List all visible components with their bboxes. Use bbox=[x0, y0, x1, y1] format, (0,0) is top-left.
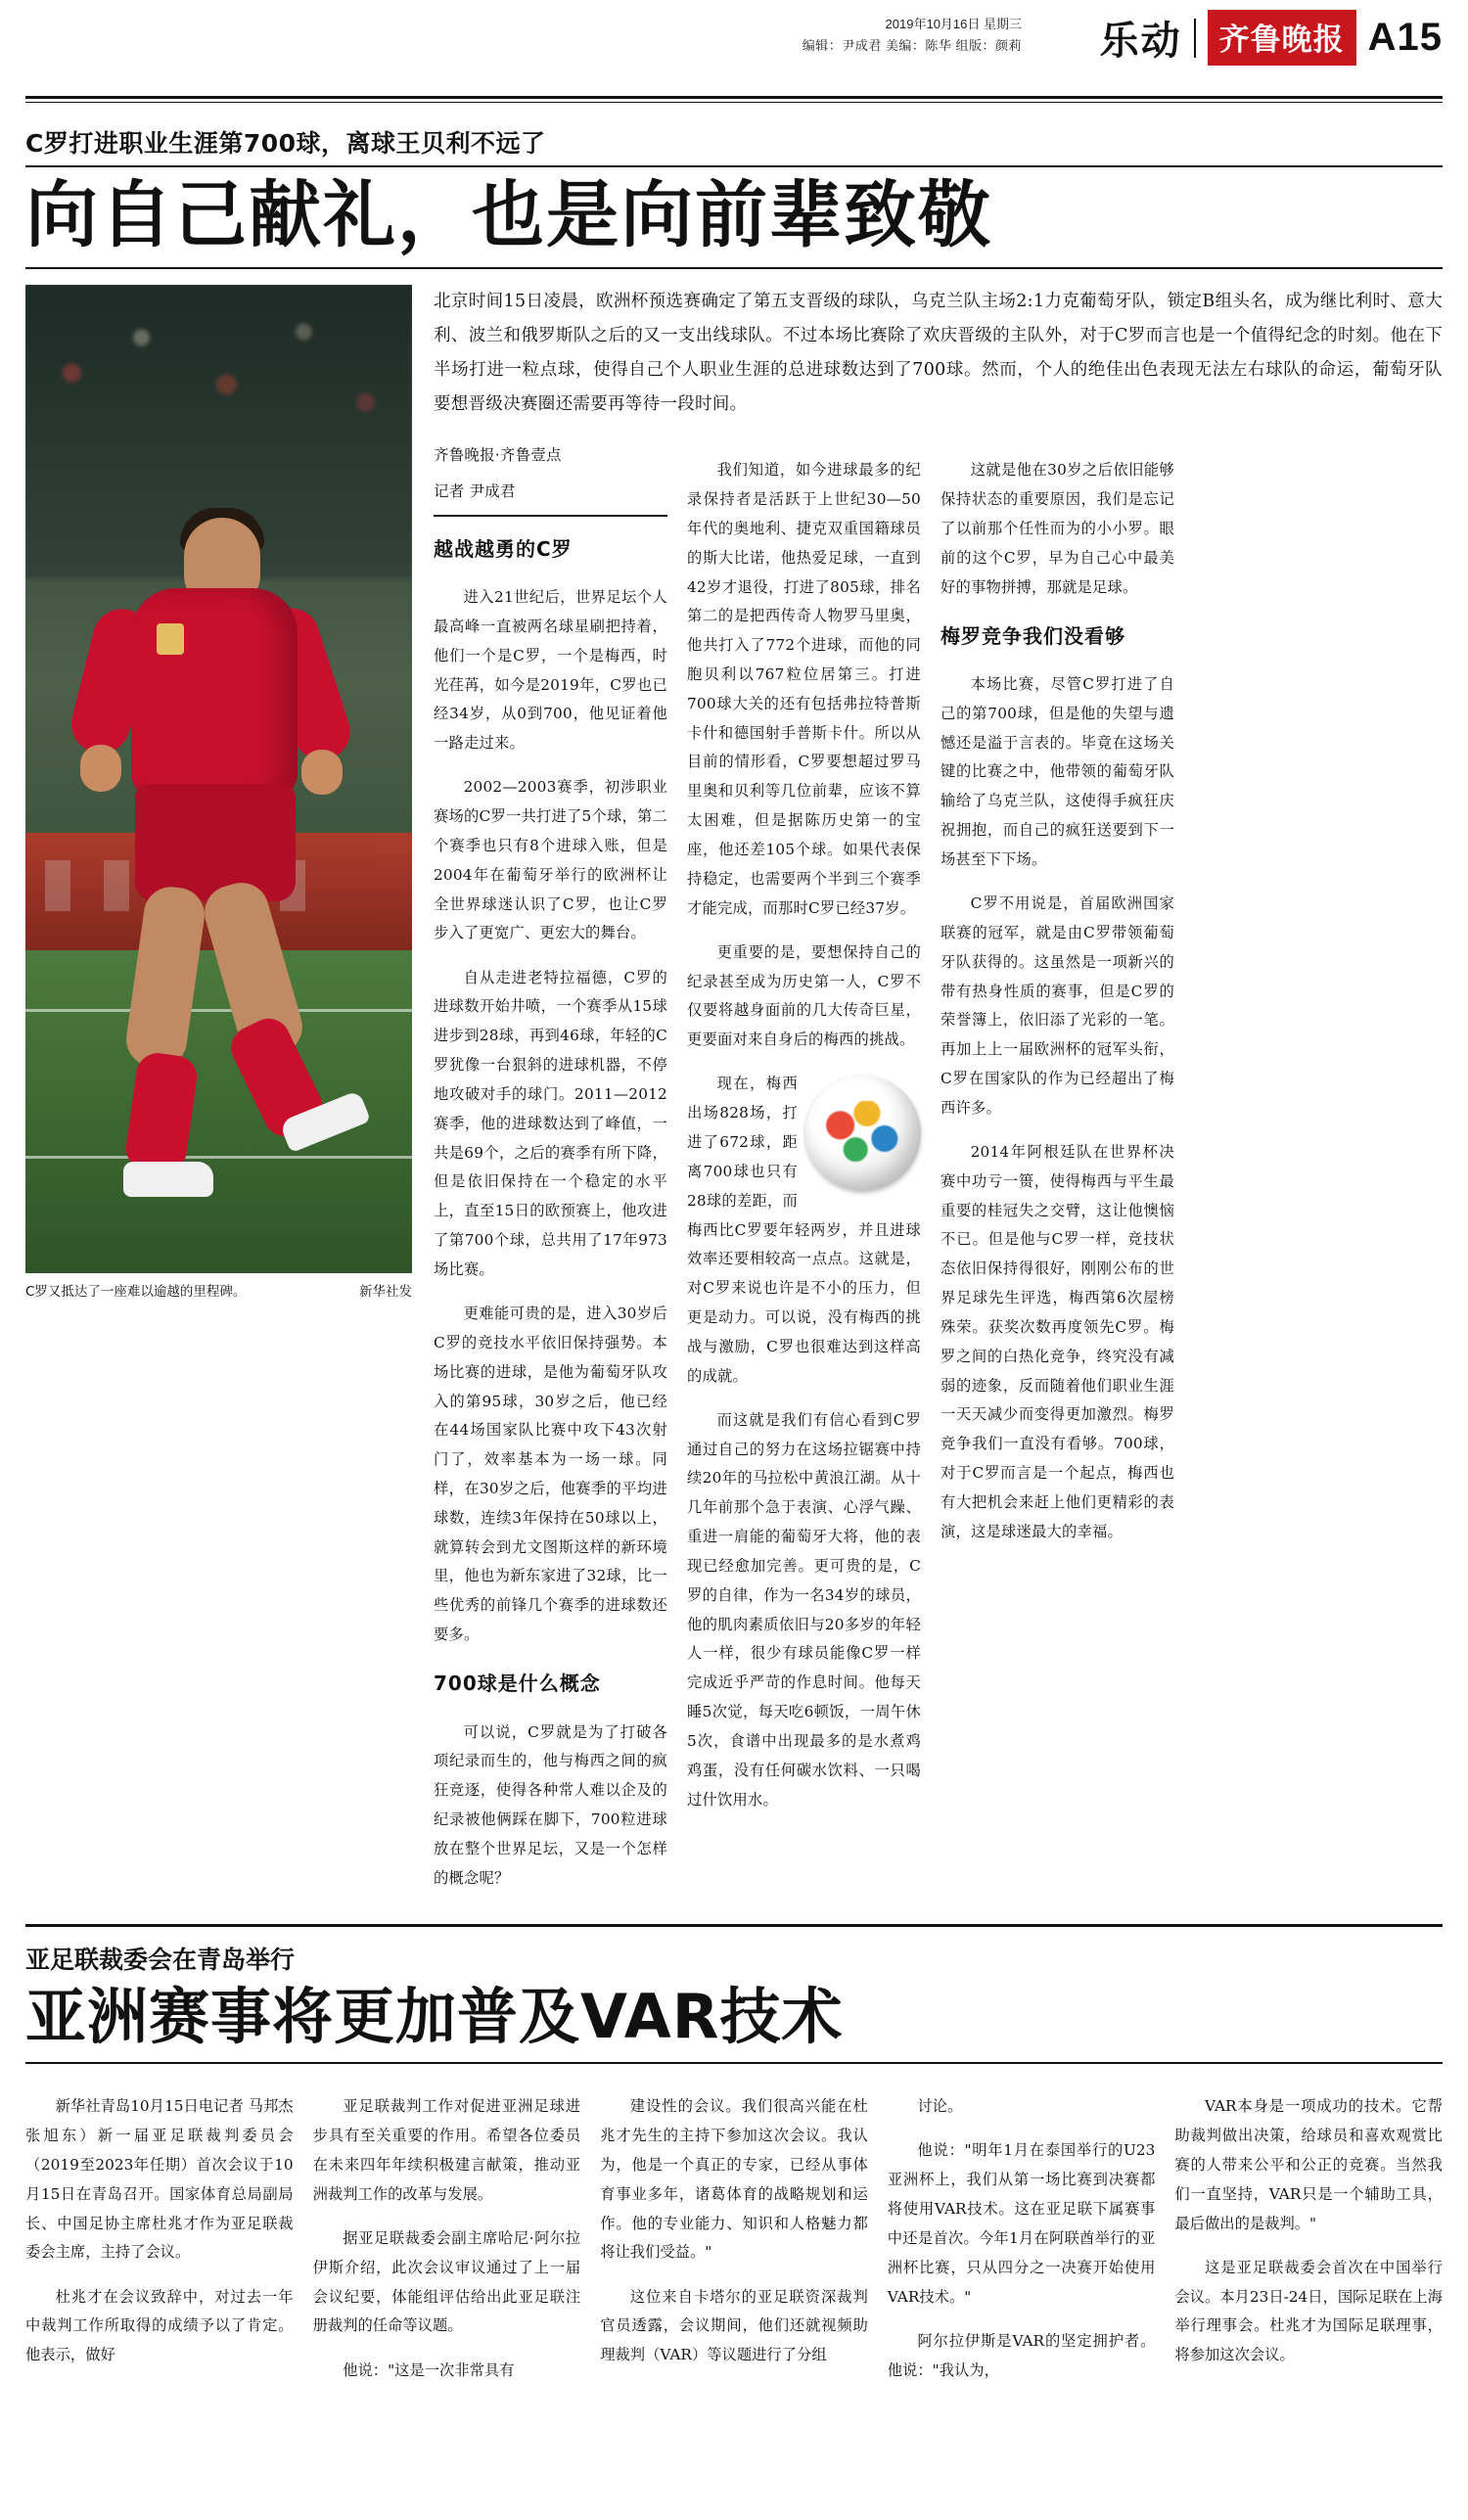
player-leg-left bbox=[122, 883, 207, 1071]
kicker-rule bbox=[25, 165, 1443, 167]
masthead-rule bbox=[25, 96, 1443, 99]
photo-caption: C罗又抵达了一座难以逾越的里程碑。 bbox=[25, 1283, 247, 1300]
player-shorts bbox=[135, 784, 296, 901]
lower-column-4 bbox=[888, 2078, 1156, 2401]
player-shirt bbox=[131, 588, 298, 799]
byline-reporter: 记者 尹成君 bbox=[434, 482, 516, 501]
main-column-2 bbox=[687, 441, 921, 1908]
photo-caption-row bbox=[25, 1280, 412, 1300]
paragraph: 我们知道，如今进球最多的纪录保持者是活跃于上世纪30—50年代的奥地利、捷克双重国籍球员的斯大比诺，他热爱足球，一直到42岁才退役，打进了805球，排名第二的是把西传奇人物罗马里奥，他共打入了772个进球，而他的同胞贝利以767粒位居第三。打进700球大关的还有包括弗拉特普斯卡什和德国射手普斯卡什。所以从目前的情形看，C罗要想超过罗马里奥和贝利等几位前辈，应该不算太困难，但是据陈历史第一的宝座，他还差105个球。如果代表保持稳定，也需要两个半到三个赛季才能完成，而那时C罗已经37岁。 bbox=[687, 461, 921, 917]
byline-paper: 齐鲁晚报·齐鲁壹点 bbox=[434, 445, 562, 464]
main-story-body bbox=[25, 285, 1443, 1908]
masthead-brand bbox=[1100, 10, 1443, 66]
masthead-meta bbox=[803, 14, 1022, 57]
paragraph: 现在，梅西出场828场，打进了672球，距离700球也只有28球的差距，而梅西比C罗要年轻两岁，并且进球效率还要相较高一点点。这就是，对C罗来说也许是不小的压力，但更是动力。可以说，没有梅西的挑战与激励，C罗也很难达到这样高的成就。 bbox=[687, 1075, 921, 1385]
lower-column-2 bbox=[313, 2078, 581, 2401]
paragraph: 进入21世纪后，世界足坛个人最高峰一直被两名球星刷把持着，他们一个是C罗，一个是梅西，时光荏苒，如今是2019年，C罗也已经34岁，从0到700，他见证着他一路走过来。 bbox=[434, 588, 667, 753]
paragraph: 更难能可贵的是，进入30岁后C罗的竞技水平依旧保持强势。本场比赛的进球，是他为葡萄牙队攻入的第95球，30岁之后，他已经在44场国家队比赛中攻下43次射门了，效率基本为一场一球。同样，在30岁之后，他赛季的平均进球数，连续3年保持在50球以上，就算转会到尤文图斯这样的新环境里，他也为新东家进了32球，比一些优秀的前锋几个赛季的进球数还要多。 bbox=[434, 1305, 667, 1644]
paragraph: 杜兆才在会议致辞中，对过去一年中裁判工作所取得的成绩予以了肯定。他表示，做好 bbox=[25, 2287, 294, 2364]
player-boot-left bbox=[123, 1162, 213, 1197]
paragraph: 亚足联裁判工作对促进亚洲足球进步具有至关重要的作用。希望各位委员在未来四年年续积极建言献策，推动亚洲裁判工作的改革与发展。 bbox=[312, 2097, 581, 2203]
main-kicker: C罗打进职业生涯第700球，离球王贝利不远了 bbox=[25, 129, 546, 158]
subhead-3: 梅罗竞争我们没看够 bbox=[940, 623, 1125, 648]
paragraph: C罗不用说是，首届欧洲国家联赛的冠军，就是由C罗带领葡萄牙队获得的。这虽然是一项新兴的带有热身性质的赛事，但是C罗的荣誉簿上，依旧添了光彩的一笔。再加上上一届欧洲杯的冠军头衔，C罗在国家队的作为已经超出了梅西许多。 bbox=[940, 894, 1174, 1117]
paragraph: 可以说，C罗就是为了打破各项纪录而生的，他与梅西之间的疯狂竞逐，使得各种常人难以企及的纪录被他俩踩在脚下，700粒进球放在整个世界足坛，又是一个怎样的概念呢？ bbox=[434, 1722, 667, 1887]
paragraph: 建设性的会议。我们很高兴能在杜兆才先生的主持下参加这次会议。我认为，他是一个真正的专家，已经从事体育事业多年，诸葛体育的战略规划和运作。他的专业能力、知识和人格魅力都将让我们受益。" bbox=[600, 2097, 868, 2262]
paragraph: 而这就是我们有信心看到C罗通过自己的努力在这场拉锯赛中持续20年的马拉松中黄浪江湖。从十几年前那个急于表演、心浮气躁、重进一肩能的葡萄牙大将，他的表现已经愈加完善。更可贵的是，C罗的自律，作为一名34岁的球员，他的肌肉素质依旧与20多岁的年轻人一样，很少有球员能像C罗一样完成近乎严苛的作息时间。他每天睡5次觉，每天吃6顿饭，一周午休5次，食谱中出现最多的是水煮鸡鸡蛋，没有任何碳水饮料、一只喝过什饮用水。 bbox=[687, 1410, 921, 1809]
main-columns bbox=[434, 441, 1443, 1908]
paragraph: 他说："这是一次非常具有 bbox=[343, 2360, 515, 2379]
byline-rule bbox=[434, 515, 667, 517]
edition-credits: 编辑：尹成君 美编：陈华 组版：颜莉 bbox=[802, 38, 1022, 54]
paragraph: 他说："明年1月在泰国举行的U23亚洲杯上，我们从第一场比赛到决赛都将使用VAR技术。这在亚足联下属赛事中还是首次。今年1月在阿联酋举行的亚洲杯比赛，只从四分之一决赛开始使用VAR技术。" bbox=[887, 2141, 1156, 2306]
player-sock-left bbox=[123, 1050, 200, 1174]
paragraph: VAR本身是一项成功的技术。它帮助裁判做出决策，给球员和喜欢观赏比赛的人带来公平和公正的竞赛。当然我们一直坚持，VAR只是一个辅助工具，最后做出的是裁判。" bbox=[1174, 2097, 1443, 2232]
player-hand-left bbox=[80, 745, 121, 792]
subhead-1: 越战越勇的C罗 bbox=[434, 536, 573, 561]
football-photo bbox=[805, 1076, 921, 1191]
lower-headline: 亚洲赛事将更加普及VAR技术 bbox=[25, 1980, 844, 2052]
masthead-divider bbox=[1194, 19, 1196, 58]
lower-kicker: 亚足联裁委会在青岛举行 bbox=[25, 1945, 296, 1974]
paragraph: 新华社青岛10月15日电记者 马邦杰 张旭东）新一届亚足联裁判委员会（2019至2023年任期）首次会议于10月15日在青岛召开。国家体育总局副局长、中国足协主席杜兆才作为亚足联裁委会主席，主持了会议。 bbox=[25, 2097, 294, 2262]
lower-column-3 bbox=[600, 2078, 868, 2401]
headline-rule bbox=[25, 267, 1443, 269]
main-column-3 bbox=[940, 441, 1174, 1908]
lower-rule bbox=[25, 1924, 1443, 1927]
paragraph: 2002—2003赛季，初涉职业赛场的C罗一共打进了5个球，第二个赛季也只有8个进球入账，但是2004年在葡萄牙举行的欧洲杯让全世界球迷认识了C罗，也让C罗步入了更宽广、更宏大的舞台。 bbox=[434, 778, 667, 942]
paragraph: 这位来自卡塔尔的亚足联资深裁判官员透露，会议期间，他们还就视频助理裁判（VAR）等议题进行了分组 bbox=[600, 2287, 868, 2364]
lower-columns bbox=[25, 2078, 1443, 2401]
player-figure bbox=[74, 471, 368, 1234]
player-hand-right bbox=[301, 750, 343, 795]
lower-column-5 bbox=[1174, 2078, 1443, 2401]
paragraph: 这是亚足联裁委会首次在中国举行会议。本月23日-24日，国际足联在上海举行理事会。杜兆才为国际足联理事，将参加这次会议。 bbox=[1174, 2258, 1443, 2364]
section-name: 乐动 bbox=[1099, 19, 1182, 64]
publication-date: 2019年10月16日 星期三 bbox=[885, 17, 1022, 31]
paragraph: 讨论。 bbox=[917, 2097, 963, 2116]
paragraph: 本场比赛，尽管C罗打进了自己的第700球，但是他的失望与遗憾还是溢于言表的。毕竟在这场关键的比赛之中，他带领的葡萄牙队输给了乌克兰队，这使得手疯狂庆祝拥抱，而自己的疯狂送要到下一场甚至下下场。 bbox=[940, 674, 1174, 868]
paragraph: 更重要的是，要想保持自己的纪录甚至成为历史第一人，C罗不仅要将越身面前的几大传奇巨星，更要面对来自身后的梅西的挑战。 bbox=[687, 942, 921, 1049]
masthead bbox=[25, 0, 1443, 90]
masthead-rule-thin bbox=[25, 102, 1443, 103]
paragraph: 阿尔拉伊斯是VAR的坚定拥护者。他说："我认为， bbox=[887, 2331, 1156, 2379]
paragraph: 2014年阿根廷队在世界杯决赛中功亏一篑，使得梅西与平生最重要的桂冠失之交臂，这让他懊恼不已。但是他与C罗一样，竞技状态依旧保持得很好，刚刚公布的世界足球先生评选，梅西第6次屋榜殊荣。获奖次数再度领先C罗。梅罗之间的白热化竞争，终究没有减弱的迹象，反而随着他们职业生涯一天天减少而变得更加激烈。梅罗竞争我们一直没有看够。700球，对于C罗而言是一个起点，梅西也有大把机会来赶上他们更精彩的表演，这是球迷最大的幸福。 bbox=[940, 1142, 1174, 1540]
paragraph: 这就是他在30岁之后依旧能够保持状态的重要原因，我们是忘记了以前那个任性而为的小小罗。眼前的这个C罗，早为自己心中最美好的事物拼搏，那就是足球。 bbox=[940, 461, 1174, 596]
main-column-1 bbox=[434, 441, 667, 1908]
main-lede: 北京时间15日凌晨，欧洲杯预选赛确定了第五支晋级的球队，乌克兰队主场2:1力克葡萄牙队，锁定B组头名，成为继比利时、意大利、波兰和俄罗斯队之后的又一支出线球队。不过本场比赛除了欢庆晋级的主队外，对于C罗而言也是一个值得纪念的时刻。他在下半场打进一粒点球，使得自己个人职业生涯的总进球数达到了700球。然而，个人的绝佳出色表现无法左右球队的命运，葡萄牙队要想晋级决赛圈还需要再等待一段时间。 bbox=[434, 291, 1443, 414]
main-photo bbox=[25, 285, 412, 1273]
photo-column bbox=[25, 285, 412, 1908]
lower-column-1 bbox=[25, 2078, 294, 2401]
lower-headline-rule bbox=[25, 2062, 1443, 2064]
paragraph: 据亚足联裁委会副主席哈尼·阿尔拉伊斯介绍，此次会议审议通过了上一届会议纪要，体能组评估给出此亚足联注册裁判的任命等议题。 bbox=[312, 2228, 581, 2335]
paper-logo: 齐鲁晚报 bbox=[1208, 10, 1356, 66]
paragraph: 自从走进老特拉福德，C罗的进球数开始井喷，一个赛季从15球进步到28球，再到46球，年轻的C罗犹像一台狠斜的进球机器，不停地攻破对手的球门。2011—2012赛季，他的进球数达到了峰值，一共是69个，之后的赛季有所下降，但是依旧保持在一个稳定的水平上，直至15日的欧预赛上，他攻进了第700个球，总共用了17年973场比赛。 bbox=[434, 968, 667, 1278]
lower-story bbox=[25, 1924, 1443, 2401]
subhead-2: 700球是什么概念 bbox=[434, 1672, 601, 1696]
page-number: A15 bbox=[1367, 16, 1443, 59]
text-column-group bbox=[434, 285, 1443, 1908]
main-headline: 向自己献礼，也是向前辈致敬 bbox=[25, 173, 992, 257]
photo-credit: 新华社发 bbox=[359, 1283, 412, 1300]
